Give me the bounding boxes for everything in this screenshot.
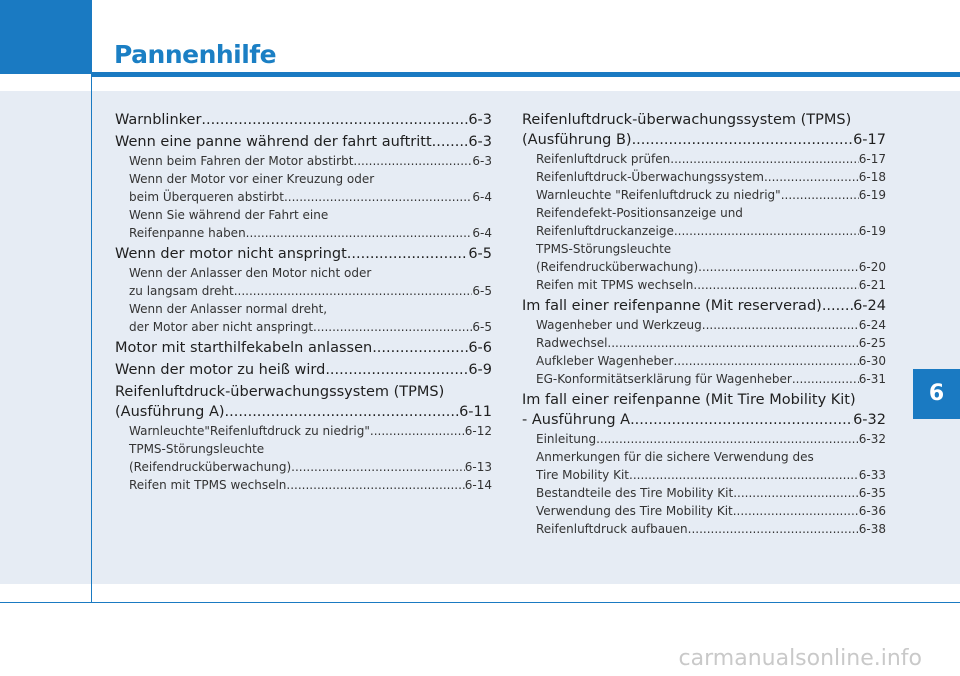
toc-entry-line bbox=[536, 222, 886, 240]
toc-entry-text: Wenn der Anlasser den Motor nicht oder bbox=[129, 266, 372, 280]
toc-entry-text: Warnleuchte"Reifenluftdruck zu niedrig" bbox=[129, 424, 370, 438]
toc-entry-text: beim Überqueren abstirbt bbox=[129, 190, 284, 204]
toc-entry-line bbox=[536, 204, 886, 222]
toc-page-number: 6-4 bbox=[472, 190, 492, 204]
dot-leader bbox=[674, 222, 859, 240]
horizontal-rule bbox=[0, 602, 960, 603]
toc-entry-line bbox=[536, 258, 886, 276]
toc-page-number: 6-32 bbox=[853, 412, 886, 428]
toc-entry-text: - Ausführung A bbox=[522, 412, 631, 428]
toc-subentry[interactable] bbox=[522, 370, 886, 388]
toc-subentry[interactable] bbox=[522, 186, 886, 204]
toc-entry-text: Warnblinker bbox=[115, 112, 202, 128]
dot-leader bbox=[698, 258, 859, 276]
dot-leader bbox=[432, 132, 469, 152]
toc-entry-line bbox=[129, 300, 492, 318]
toc-page-number: 6-20 bbox=[858, 260, 886, 274]
dot-leader bbox=[372, 338, 468, 358]
toc-entry-line bbox=[536, 370, 886, 388]
toc-entry-line bbox=[129, 422, 492, 440]
toc-entry-line bbox=[536, 186, 886, 204]
toc-entry-line bbox=[522, 390, 886, 410]
toc-entry-line bbox=[129, 224, 492, 242]
toc-section-entry[interactable] bbox=[115, 132, 492, 152]
toc-page-number: 6-24 bbox=[853, 298, 886, 314]
dot-leader bbox=[822, 296, 853, 316]
dot-leader bbox=[733, 502, 859, 520]
dot-leader bbox=[246, 224, 473, 242]
corner-block bbox=[0, 0, 91, 74]
toc-entry-line bbox=[129, 170, 492, 188]
toc-entry-line bbox=[536, 334, 886, 352]
toc-entry-line bbox=[536, 150, 886, 168]
toc-page-number: 6-35 bbox=[858, 486, 886, 500]
toc-subentry[interactable] bbox=[522, 520, 886, 538]
toc-page-number: 6-17 bbox=[858, 152, 886, 166]
toc-entry-text: Warnleuchte "Reifenluftdruck zu niedrig" bbox=[536, 188, 781, 202]
toc-subentry[interactable] bbox=[522, 484, 886, 502]
title-rule bbox=[91, 72, 960, 77]
toc-entry-text: Reifenluftdruck aufbauen bbox=[536, 522, 688, 536]
toc-page-number: 6-14 bbox=[464, 478, 492, 492]
toc-page-number: 6-33 bbox=[858, 468, 886, 482]
toc-entry-text: Wenn beim Fahren der Motor abstirbt bbox=[129, 154, 354, 168]
toc-page-number: 6-4 bbox=[472, 226, 492, 240]
toc-entry-text: Verwendung des Tire Mobility Kit bbox=[536, 504, 733, 518]
toc-entry-text: Wenn der Motor vor einer Kreuzung oder bbox=[129, 172, 375, 186]
toc-entry-text: Reifenluftdruckanzeige bbox=[536, 224, 674, 238]
toc-subentry[interactable] bbox=[522, 276, 886, 294]
toc-page-number: 6-12 bbox=[464, 424, 492, 438]
watermark: carmanualsonline.info bbox=[678, 646, 922, 671]
dot-leader bbox=[764, 168, 859, 186]
toc-subentry[interactable] bbox=[115, 422, 492, 440]
dot-leader bbox=[781, 186, 859, 204]
toc-entry-line bbox=[129, 206, 492, 224]
toc-entry-text: Reifen mit TPMS wechseln bbox=[536, 278, 694, 292]
dot-leader bbox=[630, 410, 853, 430]
toc-entry-line bbox=[115, 132, 492, 152]
toc-entry-text: (Reifendrucküberwachung) bbox=[536, 260, 699, 274]
toc-entry-line bbox=[129, 318, 492, 336]
toc-entry-text: Bestandteile des Tire Mobility Kit bbox=[536, 486, 734, 500]
toc-entry-line bbox=[129, 264, 492, 282]
toc-entry-text: Wagenheber und Werkzeug bbox=[536, 318, 702, 332]
toc-entry-text: (Ausführung B) bbox=[522, 132, 632, 148]
toc-entry-line bbox=[536, 430, 886, 448]
dot-leader bbox=[347, 244, 469, 264]
toc-entry-text: (Reifendrucküberwachung) bbox=[129, 460, 292, 474]
dot-leader bbox=[670, 150, 858, 168]
toc-entry-text: Aufkleber Wagenheber bbox=[536, 354, 674, 368]
toc-page-number: 6-17 bbox=[853, 132, 886, 148]
toc-entry-text: TPMS-Störungsleuchte bbox=[536, 242, 672, 256]
toc-page-number: 6-6 bbox=[468, 340, 492, 356]
toc-entry-line bbox=[129, 440, 492, 458]
toc-entry-line bbox=[115, 338, 492, 358]
dot-leader bbox=[607, 334, 858, 352]
toc-subentry[interactable] bbox=[522, 316, 886, 334]
dot-leader bbox=[284, 188, 472, 206]
toc-entry-text: Reifenluftdruck prüfen bbox=[536, 152, 671, 166]
toc-page-number: 6-19 bbox=[858, 188, 886, 202]
toc-subentry[interactable] bbox=[522, 204, 886, 240]
toc-entry-line bbox=[536, 520, 886, 538]
dot-leader bbox=[632, 130, 854, 150]
toc-entry-text: zu langsam dreht bbox=[129, 284, 234, 298]
toc-entry-text: TPMS-Störungsleuchte bbox=[129, 442, 265, 456]
toc-entry-line bbox=[536, 276, 886, 294]
toc-page-number: 6-24 bbox=[858, 318, 886, 332]
toc-subentry[interactable] bbox=[115, 152, 492, 170]
chapter-tab[interactable]: 6 bbox=[913, 369, 960, 419]
toc-page-number: 6-11 bbox=[459, 404, 492, 420]
dot-leader bbox=[673, 352, 858, 370]
toc-entry-text: Wenn Sie während der Fahrt eine bbox=[129, 208, 329, 222]
toc-page-number: 6-30 bbox=[858, 354, 886, 368]
toc-column-left bbox=[115, 108, 492, 494]
toc-entry-line bbox=[522, 410, 886, 430]
toc-entry-line bbox=[522, 110, 886, 130]
toc-page-number: 6-18 bbox=[858, 170, 886, 184]
toc-entry-text: Wenn der motor zu heiß wird bbox=[115, 362, 326, 378]
toc-page-number: 6-5 bbox=[468, 246, 492, 262]
toc-entry-text: Wenn eine panne während der fahrt auftritt bbox=[115, 134, 432, 150]
dot-leader bbox=[353, 152, 472, 170]
toc-entry-line bbox=[536, 484, 886, 502]
toc-entry-line bbox=[536, 448, 886, 466]
toc-page-number: 6-3 bbox=[468, 134, 492, 150]
dot-leader bbox=[201, 110, 468, 130]
toc-entry-line bbox=[115, 360, 492, 380]
toc-subentry[interactable] bbox=[115, 264, 492, 300]
dot-leader bbox=[596, 430, 859, 448]
dot-leader bbox=[234, 282, 473, 300]
toc-entry-line bbox=[129, 188, 492, 206]
toc-section-entry[interactable] bbox=[522, 390, 886, 430]
toc-entry-text: Anmerkungen für die sichere Verwendung des bbox=[536, 450, 814, 464]
toc-page-number: 6-38 bbox=[858, 522, 886, 536]
toc-page-number: 6-21 bbox=[858, 278, 886, 292]
toc-section-entry[interactable] bbox=[522, 110, 886, 150]
toc-section-entry[interactable] bbox=[522, 296, 886, 316]
toc-section-entry[interactable] bbox=[115, 110, 492, 130]
toc-entry-text: (Ausführung A) bbox=[115, 404, 225, 420]
toc-entry-line bbox=[522, 130, 886, 150]
toc-page-number: 6-36 bbox=[858, 504, 886, 518]
toc-section-entry[interactable] bbox=[115, 382, 492, 422]
dot-leader bbox=[629, 466, 859, 484]
dot-leader bbox=[370, 422, 465, 440]
toc-subentry[interactable] bbox=[522, 352, 886, 370]
toc-entry-line bbox=[536, 316, 886, 334]
toc-entry-text: Wenn der Anlasser normal dreht, bbox=[129, 302, 328, 316]
toc-entry-text: Einleitung bbox=[536, 432, 597, 446]
toc-entry-line bbox=[522, 296, 886, 316]
toc-entry-text: Radwechsel bbox=[536, 336, 608, 350]
toc-subentry[interactable] bbox=[522, 150, 886, 168]
toc-subentry[interactable] bbox=[115, 170, 492, 206]
toc-entry-line bbox=[536, 352, 886, 370]
toc-subentry[interactable] bbox=[522, 430, 886, 448]
dot-leader bbox=[286, 476, 464, 494]
toc-subentry[interactable] bbox=[115, 440, 492, 476]
toc-entry-text: Reifenluftdruck-überwachungssystem (TPMS) bbox=[115, 384, 445, 400]
toc-entry-line bbox=[129, 476, 492, 494]
toc-entry-text: Tire Mobility Kit bbox=[536, 468, 630, 482]
toc-entry-text: Reifenluftdruck-überwachungssystem (TPMS) bbox=[522, 112, 852, 128]
toc-entry-text: Im fall einer reifenpanne (Mit Tire Mobility Kit) bbox=[522, 392, 856, 408]
toc-entry-line bbox=[115, 402, 492, 422]
toc-entry-line bbox=[129, 152, 492, 170]
toc-entry-line bbox=[129, 282, 492, 300]
toc-section-entry[interactable] bbox=[115, 244, 492, 264]
toc-entry-text: Reifen mit TPMS wechseln bbox=[129, 478, 287, 492]
toc-entry-line bbox=[115, 244, 492, 264]
dot-leader bbox=[693, 276, 858, 294]
toc-section-entry[interactable] bbox=[115, 338, 492, 358]
dot-leader bbox=[225, 402, 460, 422]
dot-leader bbox=[325, 360, 468, 380]
toc-entry-text: Motor mit starthilfekabeln anlassen bbox=[115, 340, 373, 356]
toc-page-number: 6-13 bbox=[464, 460, 492, 474]
dot-leader bbox=[702, 316, 859, 334]
toc-entry-text: Reifenluftdruck-Überwachungssystem bbox=[536, 170, 764, 184]
dot-leader bbox=[291, 458, 465, 476]
toc-entry-text: Reifenpanne haben bbox=[129, 226, 246, 240]
toc-page-number: 6-25 bbox=[858, 336, 886, 350]
toc-subentry[interactable] bbox=[115, 206, 492, 242]
toc-page-number: 6-5 bbox=[472, 320, 492, 334]
toc-entry-text: EG-Konformitätserklärung für Wagenheber bbox=[536, 372, 792, 386]
toc-entry-line bbox=[115, 382, 492, 402]
toc-page-number: 6-32 bbox=[858, 432, 886, 446]
toc-subentry[interactable] bbox=[522, 334, 886, 352]
toc-column-right bbox=[522, 108, 886, 538]
toc-entry-line bbox=[536, 466, 886, 484]
dot-leader bbox=[733, 484, 859, 502]
toc-page-number: 6-9 bbox=[468, 362, 492, 378]
toc-subentry[interactable] bbox=[522, 448, 886, 484]
toc-page-number: 6-31 bbox=[858, 372, 886, 386]
toc-subentry[interactable] bbox=[522, 168, 886, 186]
toc-entry-text: Reifendefekt-Positionsanzeige und bbox=[536, 206, 743, 220]
dot-leader bbox=[313, 318, 472, 336]
toc-entry-line bbox=[536, 168, 886, 186]
toc-subentry[interactable] bbox=[522, 502, 886, 520]
toc-page-number: 6-19 bbox=[858, 224, 886, 238]
toc-page-number: 6-3 bbox=[472, 154, 492, 168]
toc-subentry[interactable] bbox=[115, 476, 492, 494]
vertical-rule bbox=[91, 0, 92, 603]
dot-leader bbox=[792, 370, 859, 388]
toc-entry-text: Im fall einer reifenpanne (Mit reserverad) bbox=[522, 298, 822, 314]
toc-page-number: 6-5 bbox=[472, 284, 492, 298]
toc-entry-line bbox=[129, 458, 492, 476]
toc-page-number: 6-3 bbox=[468, 112, 492, 128]
toc-entry-text: Wenn der motor nicht anspringt bbox=[115, 246, 347, 262]
toc-entry-line bbox=[536, 502, 886, 520]
toc-section-entry[interactable] bbox=[115, 360, 492, 380]
page-title: Pannenhilfe bbox=[114, 40, 277, 69]
toc-entry-text: der Motor aber nicht anspringt bbox=[129, 320, 314, 334]
dot-leader bbox=[688, 520, 859, 538]
toc-subentry[interactable] bbox=[522, 240, 886, 276]
toc-entry-line bbox=[536, 240, 886, 258]
toc-subentry[interactable] bbox=[115, 300, 492, 336]
toc-entry-line bbox=[115, 110, 492, 130]
